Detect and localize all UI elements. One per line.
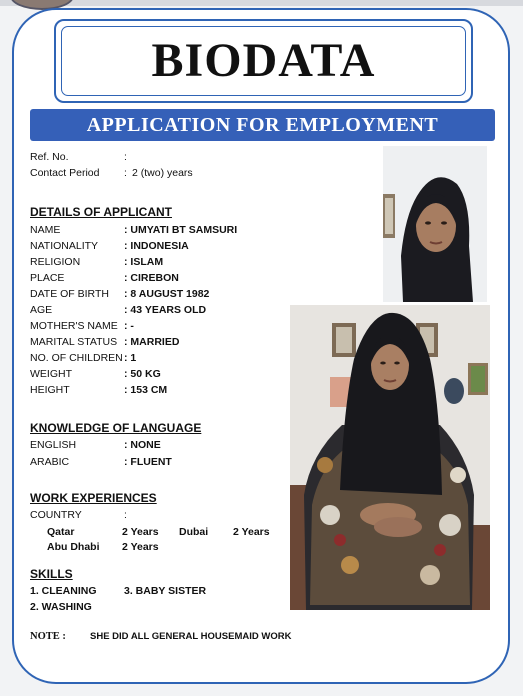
language-value: : FLUENT bbox=[124, 456, 172, 468]
page-title: BIODATA bbox=[151, 34, 376, 87]
contact-label: Contact Period bbox=[30, 167, 100, 179]
language-label: ENGLISH bbox=[30, 439, 77, 451]
language-heading: KNOWLEDGE OF LANGUAGE bbox=[30, 421, 202, 435]
field-label: DATE OF BIRTH bbox=[30, 288, 109, 300]
field-value: : 153 CM bbox=[124, 384, 168, 396]
field-label: NAME bbox=[30, 224, 61, 236]
field-value: : CIREBON bbox=[124, 272, 179, 284]
applicant-heading: DETAILS OF APPLICANT bbox=[30, 205, 172, 219]
skills-heading: SKILLS bbox=[30, 567, 73, 581]
field-value: : UMYATI BT SAMSURI bbox=[124, 224, 238, 236]
field-value: : - bbox=[124, 320, 134, 332]
field-value: : 8 AUGUST 1982 bbox=[124, 288, 210, 300]
contact-value: 2 (two) years bbox=[132, 167, 193, 179]
contact-colon: : bbox=[124, 167, 127, 179]
work-country: Dubai bbox=[179, 526, 209, 538]
field-label: NO. OF CHILDREN bbox=[30, 352, 123, 364]
ref-label: Ref. No. bbox=[30, 151, 69, 163]
work-country: Qatar bbox=[47, 526, 75, 538]
ref-colon: : bbox=[124, 151, 127, 163]
field-value: : 50 KG bbox=[124, 368, 161, 380]
skill-item: 1. CLEANING bbox=[30, 585, 97, 597]
work-country: Abu Dhabi bbox=[47, 541, 100, 553]
field-value: : ISLAM bbox=[124, 256, 164, 268]
work-years: 2 Years bbox=[233, 526, 270, 538]
top-strip bbox=[0, 0, 523, 6]
note-label: NOTE : bbox=[30, 631, 66, 642]
skill-item: 2. WASHING bbox=[30, 601, 92, 613]
field-label: WEIGHT bbox=[30, 368, 72, 380]
subtitle-banner: APPLICATION FOR EMPLOYMENT bbox=[30, 109, 495, 141]
field-value: : INDONESIA bbox=[124, 240, 189, 252]
work-years: 2 Years bbox=[122, 541, 159, 553]
skill-item: 3. BABY SISTER bbox=[124, 585, 207, 597]
field-label: AGE bbox=[30, 304, 53, 316]
field-value: : MARRIED bbox=[124, 336, 180, 348]
work-years: 2 Years bbox=[122, 526, 159, 538]
field-label: MARITAL STATUS bbox=[30, 336, 118, 348]
country-colon: : bbox=[124, 509, 127, 521]
field-value: : 1 bbox=[124, 352, 137, 364]
field-label: RELIGION bbox=[30, 256, 81, 268]
country-label: COUNTRY bbox=[30, 509, 82, 521]
language-label: ARABIC bbox=[30, 456, 70, 468]
field-label: PLACE bbox=[30, 272, 65, 284]
title-box bbox=[54, 19, 473, 103]
field-label: MOTHER'S NAME bbox=[30, 320, 118, 332]
language-value: : NONE bbox=[124, 439, 161, 451]
work-heading: WORK EXPERIENCES bbox=[30, 491, 157, 505]
field-value: : 43 YEARS OLD bbox=[124, 304, 207, 316]
field-label: HEIGHT bbox=[30, 384, 70, 396]
headshot-photo bbox=[383, 146, 487, 302]
field-label: NATIONALITY bbox=[30, 240, 99, 252]
full-body-photo bbox=[290, 305, 490, 610]
note-text: SHE DID ALL GENERAL HOUSEMAID WORK bbox=[90, 631, 292, 642]
